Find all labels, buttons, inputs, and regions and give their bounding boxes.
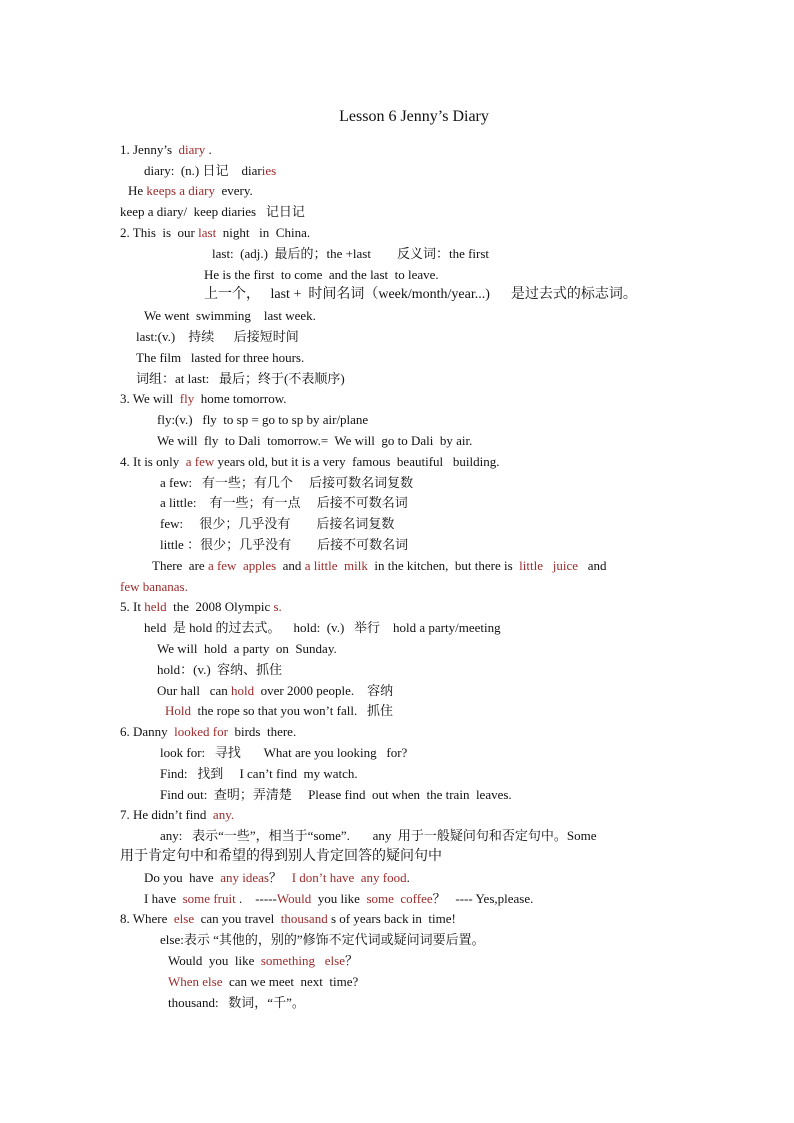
highlighted-text: keeps a diary — [146, 183, 216, 198]
text-line — [120, 722, 296, 742]
text-segment: the rope so that you won’t fall. 抓住 — [191, 703, 393, 718]
text-segment: a little: 有一些；有一点 后接不可数名词 — [160, 495, 408, 510]
text-line — [157, 681, 393, 701]
highlighted-text: Hold — [165, 703, 191, 718]
text-segment: s of years back in time! — [327, 911, 456, 926]
text-line — [160, 743, 407, 763]
text-segment: birds there. — [227, 724, 297, 739]
highlighted-text: juice — [552, 558, 579, 573]
highlighted-text: else — [173, 911, 195, 926]
highlighted-text: hold — [231, 683, 255, 698]
text-line — [157, 431, 472, 451]
text-line — [144, 306, 316, 326]
text-segment: held 是 hold 的过去式。 hold: (v.) 举行 hold a party/meeting — [144, 620, 501, 635]
text-line — [144, 618, 501, 638]
text-segment: you like — [311, 891, 367, 906]
text-line — [160, 493, 408, 513]
text-segment: and — [578, 558, 607, 573]
text-line — [120, 805, 234, 825]
text-segment: 3. We will — [120, 391, 180, 406]
text-line — [204, 265, 439, 285]
text-segment: can we meet next time? — [222, 974, 359, 989]
highlighted-text: little — [519, 558, 543, 573]
text-segment: and — [276, 558, 305, 573]
text-segment: . — [205, 142, 212, 157]
text-line — [152, 556, 607, 576]
text-line — [144, 868, 410, 888]
text-segment: We will fly to Dali tomorrow.= We will go to Dali by air. — [157, 433, 473, 448]
highlighted-text: Would — [276, 891, 312, 906]
text-line — [157, 639, 337, 659]
text-segment: fly:(v.) fly to sp = go to sp by air/plane — [157, 412, 369, 427]
text-line — [157, 660, 282, 680]
text-line — [120, 909, 456, 929]
text-line — [120, 223, 310, 243]
text-line — [136, 327, 299, 347]
text-line — [120, 140, 212, 160]
text-segment: the 2008 Olympic — [166, 599, 274, 614]
text-line — [157, 410, 368, 430]
highlighted-text: any ideas — [220, 870, 269, 885]
text-segment: 6. Danny — [120, 724, 175, 739]
highlighted-text: any food — [360, 870, 407, 885]
text-segment: He is the first to come and the last to leave. — [204, 267, 439, 282]
text-segment: hold：(v.) 容纳、抓住 — [157, 662, 283, 677]
highlighted-text: a few — [185, 454, 215, 469]
highlighted-text: something else — [260, 953, 345, 968]
text-line — [160, 514, 394, 534]
text-line — [165, 701, 393, 721]
text-line — [144, 889, 533, 909]
text-segment: a few: 有一些；有几个 后接可数名词复数 — [160, 475, 414, 490]
text-line — [120, 847, 442, 867]
text-segment: look for: 寻找 What are you looking for? — [160, 745, 408, 760]
text-segment: Find: 找到 I can’t find my watch. — [160, 766, 358, 781]
text-segment: 上一个， last + 时间名词（week/month/year...) 是过去式的标志词。 — [204, 287, 637, 302]
text-segment: 4. It is only — [120, 454, 186, 469]
text-line — [160, 535, 408, 555]
highlighted-text: I don’t have — [291, 870, 355, 885]
text-segment: home tomorrow. — [194, 391, 287, 406]
text-segment: Find out: 查明；弄清楚 Please find out when the train leaves. — [160, 787, 512, 802]
text-segment: ？ ---- Yes,please. — [432, 891, 534, 906]
highlighted-text: some coffee — [366, 891, 433, 906]
highlighted-text: any. — [212, 807, 235, 822]
text-segment: can you travel — [194, 911, 281, 926]
text-segment: Our hall can — [157, 683, 232, 698]
text-line — [120, 452, 499, 472]
text-segment: We will hold a party on Sunday. — [157, 641, 337, 656]
text-segment: diary: (n.) 日记 diar — [144, 163, 262, 178]
text-segment: else:表示 “其他的，别的”修饰不定代词或疑问词要后置。 — [160, 932, 485, 947]
text-line — [160, 930, 485, 950]
highlighted-text: held — [144, 599, 167, 614]
text-segment: 7. He didn’t find — [120, 807, 213, 822]
text-line — [160, 785, 512, 805]
highlighted-text: few bananas. — [120, 579, 188, 594]
text-line — [128, 181, 253, 201]
highlighted-text: a few apples — [207, 558, 277, 573]
text-segment: Would you like — [168, 953, 261, 968]
page-title: Lesson 6 Jenny’s Diary — [339, 108, 489, 125]
text-segment: . — [406, 870, 410, 885]
highlighted-text: thousand — [280, 911, 328, 926]
highlighted-text: diary — [178, 142, 206, 157]
text-line — [120, 389, 287, 409]
text-line — [136, 369, 345, 389]
text-segment: 5. It — [120, 599, 145, 614]
text-segment: 用于肯定句中和希望的得到别人肯定回答的疑问句中 — [120, 849, 442, 864]
text-segment: 2. This is our — [120, 225, 199, 240]
text-line — [120, 577, 188, 597]
text-segment: over 2000 people. 容纳 — [254, 683, 394, 698]
text-segment: We went swimming last week. — [144, 308, 316, 323]
text-segment: There are — [152, 558, 208, 573]
text-segment: last:(v.) 持续 后接短时间 — [136, 329, 299, 344]
highlighted-text: ies — [261, 163, 277, 178]
highlighted-text: some fruit — [182, 891, 236, 906]
text-segment: in the kitchen, but there is — [367, 558, 520, 573]
text-segment: 1. Jenny’s — [120, 142, 179, 157]
text-line — [136, 348, 304, 368]
text-line — [160, 826, 597, 846]
text-line — [144, 161, 276, 181]
highlighted-text: a little milk — [304, 558, 368, 573]
text-segment: thousand: 数词，“千”。 — [168, 995, 305, 1010]
text-segment: . ----- — [235, 891, 277, 906]
text-segment: Do you have — [144, 870, 221, 885]
text-segment: little ：很少；几乎没有 后接不可数名词 — [160, 537, 409, 552]
text-segment: years old, but it is a very famous beautiful building. — [214, 454, 500, 469]
text-segment: I have — [144, 891, 183, 906]
highlighted-text: last — [198, 225, 217, 240]
text-segment: night in China. — [216, 225, 311, 240]
highlighted-text: s. — [273, 599, 282, 614]
text-line — [160, 764, 358, 784]
text-segment: He — [128, 183, 147, 198]
text-line — [120, 597, 282, 617]
text-segment: 8. Where — [120, 911, 174, 926]
text-segment — [543, 558, 553, 573]
text-segment: every. — [215, 183, 253, 198]
text-line — [168, 993, 305, 1013]
text-segment: ？ — [344, 953, 358, 968]
text-line — [168, 972, 358, 992]
text-segment: any: 表示“一些”，相当于“some”. any 用于一般疑问句和否定句中。Some — [160, 828, 597, 843]
text-segment: ？ — [268, 870, 292, 885]
highlighted-text: When else — [168, 974, 223, 989]
text-line — [160, 473, 413, 493]
text-line — [212, 244, 489, 264]
text-line — [168, 951, 358, 971]
text-segment: last: (adj.) 最后的；the +last 反义词：the first — [212, 246, 490, 261]
highlighted-text: looked for — [174, 724, 228, 739]
highlighted-text: fly — [179, 391, 195, 406]
text-segment: keep a diary/ keep diaries 记日记 — [120, 204, 305, 219]
text-line — [204, 285, 637, 305]
text-segment: 词组：at last: 最后；终于(不表顺序) — [136, 371, 345, 386]
text-line — [120, 202, 305, 222]
text-segment: The film lasted for three hours. — [136, 350, 305, 365]
text-segment: few: 很少；几乎没有 后接名词复数 — [160, 516, 395, 531]
